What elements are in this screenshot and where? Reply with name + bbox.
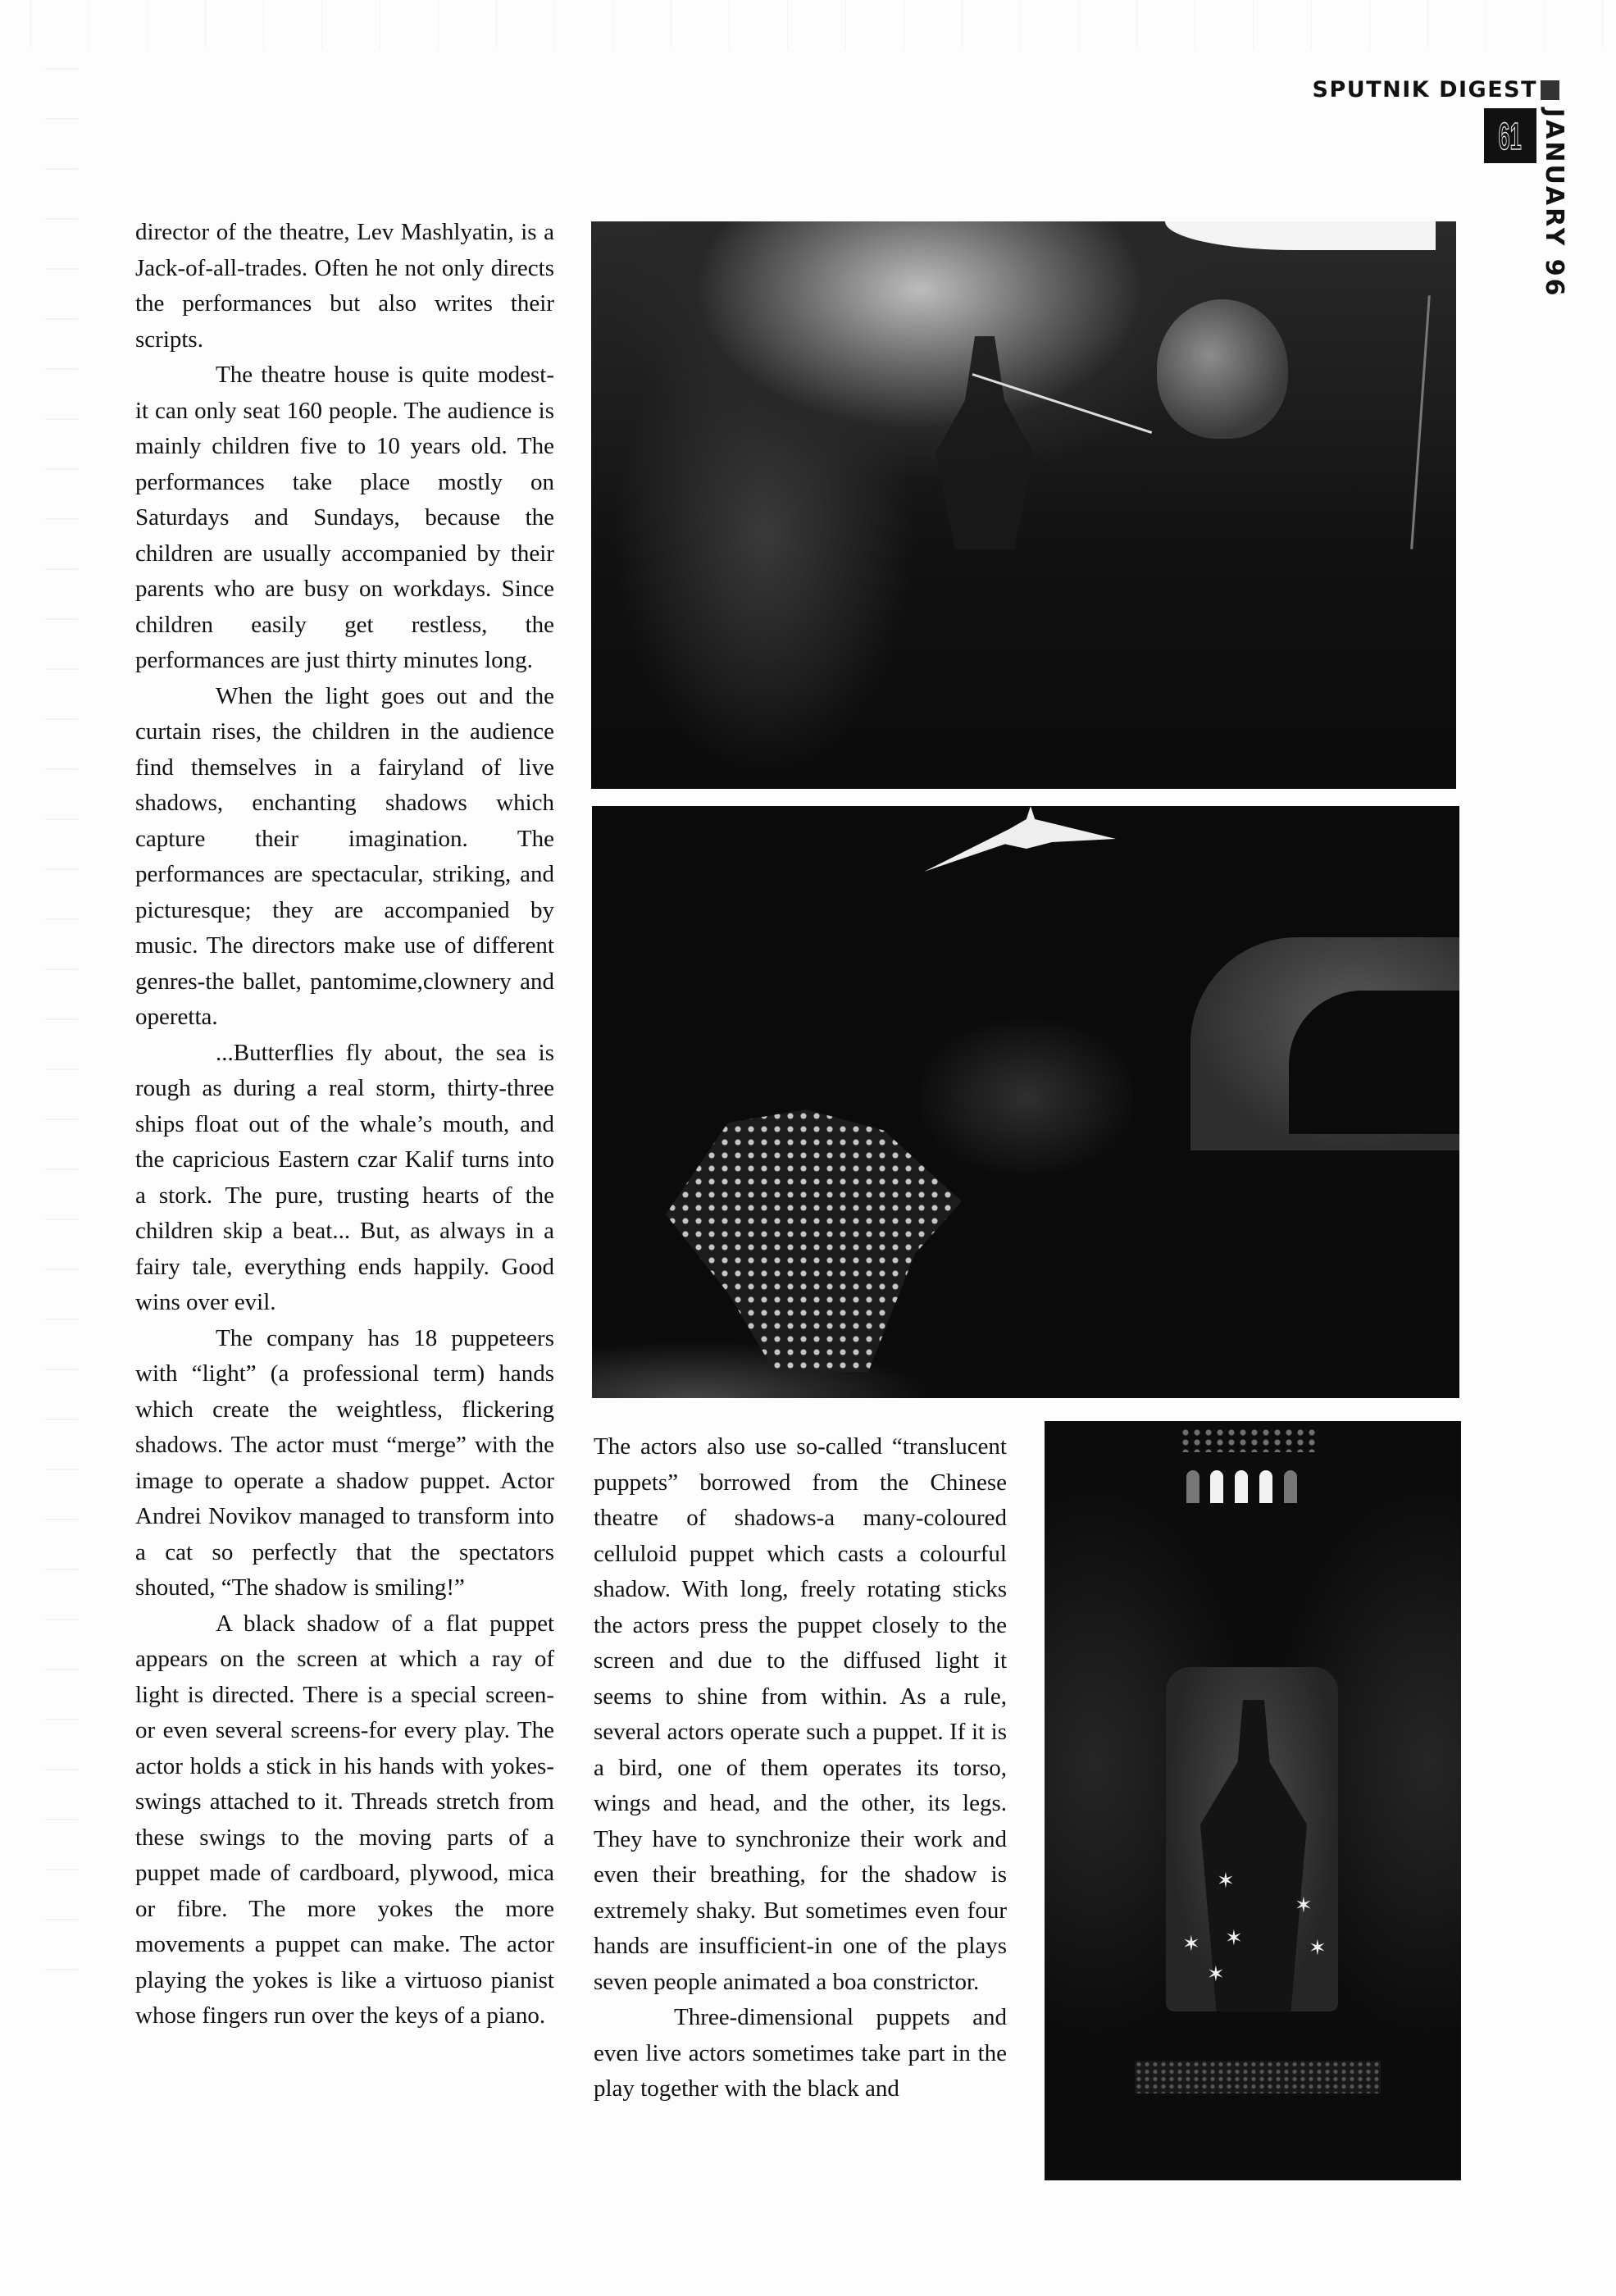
window-icon — [1210, 1470, 1223, 1503]
article-column-middle — [594, 1429, 1007, 2107]
window-icon — [1235, 1470, 1248, 1503]
star-icon: ✶ — [1207, 1962, 1225, 1987]
star-icon: ✶ — [1309, 1936, 1327, 1961]
paragraph: director of the theatre, Lev Mashlyatin, is a Jack-of-all-trades. Often he not only directs the performances but also writes their scripts. — [135, 219, 554, 353]
stage-light — [1165, 221, 1436, 250]
article-column-left — [135, 215, 554, 2034]
page-number: 61 — [1498, 114, 1523, 157]
paragraph: The theatre house is quite modest-it can only seat 160 people. The audience is mainly children five to 10 years old. The performances take place mostly on Saturdays and Sundays, because the children are usually accompanied by their parents who are busy on workdays. Since children easily get restless, the performances are just thirty minutes long. — [135, 362, 554, 673]
ornament-base — [1135, 2061, 1381, 2093]
window-icon — [1259, 1470, 1272, 1503]
backdrop-panel — [920, 1019, 1133, 1175]
window-icon — [1186, 1470, 1199, 1503]
scan-noise-margin — [45, 49, 78, 2017]
shadow-puppet — [935, 336, 1034, 549]
star-icon: ✶ — [1217, 1869, 1235, 1893]
paragraph: A black shadow of a flat puppet appears on the screen at which a ray of light is directed. There is a special screen-or even several screens-for every play. The actor holds a stick in his hands with yokes-swings attached to it. Threads stretch from these swings to the moving parts of a puppet made of cardboard, plywood, mica or fibre. The more yokes the more movements a puppet can make. The actor playing the yokes is like a virtuoso pianist whose fingers run over the keys of a piano. — [135, 1610, 554, 2029]
photo-shadow-puppeteer — [591, 221, 1456, 789]
star-icon: ✶ — [1225, 1926, 1243, 1951]
star-icon: ✶ — [1182, 1932, 1200, 1957]
paragraph: When the light goes out and the curtain rises, the children in the audience find themselves in a fairyland of live shadows, enchanting shadows which capture their imagination. The performances are spectacular, striking, and picturesque; they are accompanied by music. The directors make use of different genres-the ballet, pantomime,clownery and operetta. — [135, 682, 554, 1030]
paragraph: The company has 18 puppeteers with “light” (a professional term) hands which create the weightless, flickering shadows. The actor must “merge” with the image to operate a shadow puppet. Actor Andrei Novikov managed to transform into a cat so perfectly that the spectators shouted, “The shadow is smiling!” — [135, 1324, 554, 1601]
page-number-badge — [1484, 108, 1536, 163]
paragraph: The actors also use so-called “translucent puppets” borrowed from the Chinese theatre of shadows-a many-coloured celluloid puppet which casts a colourful shadow. With long, freely rotating sticks the actors press the puppet closely to the screen and due to the diffused light it seems to shine from within. As a rule, several actors operate such a puppet. If it is a bird, one of them operates its torso, wings and head, and the other, its legs. They have to synchronize their work and even their breathing, for the shadow is extremely shaky. But sometimes even four hands are insufficient-in one of the plays seven people animated a boa constrictor. — [594, 1433, 1007, 1995]
masthead-marker — [1541, 80, 1559, 100]
publication-title — [1313, 77, 1537, 102]
puppeteer-head — [1157, 299, 1288, 439]
star-icon: ✶ — [1295, 1893, 1313, 1918]
publication-name: SPUTNIK DIGEST — [1312, 77, 1537, 102]
issue-date: JANUARY 96 — [1540, 108, 1568, 298]
photo-clowns-stage — [592, 806, 1459, 1398]
paragraph: ...Butterflies fly about, the sea is rough as during a real storm, thirty-three ships float out of the whale’s mouth, and the capricious Eastern czar Kalif turns into a stork. The pure, trusting hearts of the children skip a beat... But, as always in a fairy tale, everything ends happily. Good wins over evil. — [135, 1039, 554, 1315]
photo-translucent-puppet — [1045, 1421, 1461, 2180]
window-icon — [1284, 1470, 1297, 1503]
arch-opening — [1289, 991, 1459, 1134]
hanging-lamp — [924, 806, 1137, 872]
scan-noise — [0, 0, 1616, 49]
paragraph: Three-dimensional puppets and even live actors sometimes take part in the play together with the black and — [594, 2004, 1007, 2102]
screen-edge — [1410, 295, 1431, 549]
ornament-crown — [1180, 1428, 1319, 1452]
